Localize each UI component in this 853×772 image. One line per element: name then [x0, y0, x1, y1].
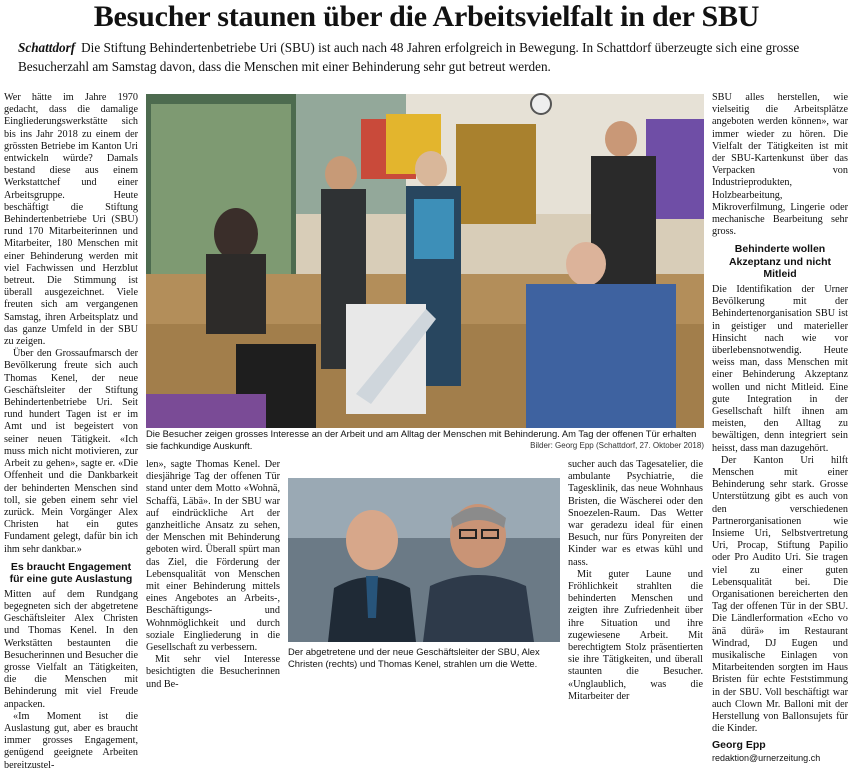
column-1 — [4, 92, 138, 771]
article-lead — [18, 38, 838, 76]
lead-text: Die Stiftung Behindertenbetriebe Uri (SBU) ist auch nach 48 Jahren erfolgreich in Bewegung. In Schattdorf überzeugte sich eine grosse Besucherzahl am Samstag davon, dass die Menschen mit einer Behinderung sehr gut betreut werden. — [18, 40, 800, 74]
author-name: Georg Epp — [712, 739, 766, 752]
col1-paragraph-4: «Im Moment ist die Auslastung gut, aber es braucht immer grosses Engagement, genügend geeignete Arbeiten bereitzustel- — [4, 710, 138, 771]
col4-subhead: Behinderte wollen Akzeptanz und nicht Mitleid — [728, 243, 832, 281]
lead-place: Schattdorf — [18, 40, 76, 55]
col1-subhead: Es braucht Engagement für eine gute Auslastung — [9, 560, 133, 586]
main-photo-caption-block — [146, 428, 704, 454]
col4-paragraph-1: SBU alles herstellen, wie vielseitig die Arbeitsplätze angeboten werden können», war immer wieder zu hören. Die Vielfalt der Tätigkeiten ist mit der SBU-Kartenkunst über das Verpacken von Industrieprodukten, Holzbearbeitung, Mikroverfilmung, Lingerie oder mechanische Bearbeitung sehr gross. — [712, 92, 848, 238]
col2-paragraph-2: Mit sehr viel Interesse besichtigten die Besucherinnen und Be- — [146, 654, 280, 690]
workshop-scene-image — [146, 94, 704, 428]
main-photo — [146, 94, 704, 428]
article-headline: Besucher staunen über die Arbeitsvielfalt in der SBU — [93, 0, 760, 33]
col1-paragraph-2: Über den Grossaufmarsch der Bevölkerung freute sich auch Thomas Kenel, der neue Geschäftsleiter der Stiftung Behindertenbetriebe Uri. Seit rund hundert Tagen ist er im Amt und ist begeistert von seiner neuen Tätigkeit. «Ich muss mich nicht motivieren, zur Arbeit zu gehen», sagte er. «Die Offenheit und die Dankbarkeit der behinderten Menschen sind toll, sie geben einem sehr viel zurück. Mein Vorgänger Alex Christen hat ein gutes Fundament gelegt, dafür bin ich ihm sehr dankbar.» — [4, 348, 138, 555]
col1-paragraph-1: Wer hätte im Jahre 1970 gedacht, dass die damalige Eingliederungswerkstätte sich bis ins Jahr 2018 zu einem der grössten Betriebe im Kanton Uri entwickeln würde? Damals bestand diese aus einem Werkstattchef und einer Arbeitsgruppe. Heute beschäftigt die Stiftung Behindertenbetriebe Uri (SBU) rund 170 Mitarbeiterinnen und Mitarbeiter, 180 Menschen mit einer Behinderung werden mit viel Fachwissen und Herzblut betreut. Die Stimmung ist überall ausgezeichnet. Viele freuten sich am vergangenen Samstag, ihren Arbeitsplatz und das ganze Umfeld in der SBU zu zeigen. — [4, 92, 138, 348]
col4-paragraph-2: Die Identifikation der Urner Bevölkerung mit der Behindertenorganisation SBU ist in geistiger und materieller Hinsicht nach wie vor überlebensnotwendig. Heute weiss man, dass Menschen mit einer Behinderung Akzeptanz wollen und nicht Mitleid. Eine gute Integration in der Gesellschaft hilft ihnen am meisten, den Alltag zu bewältigen, denn integriert sein heisst, dass man dazugehört. — [712, 283, 848, 454]
col2-paragraph-1: len», sagte Thomas Kenel. Der diesjährige Tag der offenen Tür stand unter dem Motto «Wohnä, Schaffä, Läbä». In der SBU war auf eindrückliche Art der ganzheitliche Ansatz zu sehen, der Menschen mit Behinderung geboten wird. Überall spürt man das Ziel, die Förderung der Lebensqualität von Menschen mit einer Behinderung mittels eines Angebotes an Arbeits-, Beschäftigungs- und Wohnmöglichkeit und durch soziale Eingliederung in die Gesellschaft zu verbessern. — [146, 459, 280, 654]
col3-paragraph-1: sucher auch das Tagesatelier, die ambulante Psychiatrie, die Tagesklinik, das neue Wohnhaus Bristen, die Wäscherei oder den Snoezelen-Raum. Das Wetter war geradezu ideal für einen Besuch, nur fürs Ponyreiten der Kinder war es etwas kühl und nass. — [568, 459, 703, 568]
col3-paragraph-2: Mit guter Laune und Fröhlichkeit strahlten die behinderten Menschen und zeigten ihre Zufriedenheit über ihre Situation und ihre zugewiesene Arbeit. Mit berechtigtem Stolz präsentierten sie ihre Tätigkeiten, und überall staunten die Besucher. «Unglaublich, was die Mitarbeiter der — [568, 568, 703, 702]
second-photo — [288, 478, 560, 642]
portrait-image — [288, 478, 560, 642]
main-photo-caption: Die Besucher zeigen grosses Interesse an der Arbeit und am Alltag der Menschen mit Behinderung. Am Tag der offenen Tür erhalten sie fachkundige Auskunft. — [146, 428, 697, 451]
second-photo-caption: Der abgetretene und der neue Geschäftsleiter der SBU, Alex Christen (rechts) und Thomas Kenel, strahlen um die Wette. — [288, 646, 540, 669]
column-4 — [712, 92, 848, 763]
photo-credit: Bilder: Georg Epp (Schattdorf, 27. Oktober 2018) — [530, 441, 704, 450]
author-email[interactable]: redaktion@urnerzeitung.ch — [712, 752, 821, 763]
col4-paragraph-3: Der Kanton Uri hilft Menschen mit einer Behinderung sehr stark. Grosse Unterstützung gibt es auch von den verschiedenen Partnerorganisationen wie Insieme Uri, Selbstvertretung Uri, Procap, Stiftung Papilio oder Pro Audito Uri. Sie tragen viel zu einer guten Lebensqualität bei. Die Organisationen bereicherten den Tag der offenen Tür in der SBU. Die Ländlerformation «Echo vo änä dürä» im Restaurant Windrad, DJ Eugen und musikalische Einlagen von Mitarbeitenden sorgten im Haus Bristen für echte Feststimmung in der SBU. Voll beschäftigt war auch Clown Mr. Balloni mit der Herstellung von Ballonsujets für die Kinder. — [712, 454, 848, 735]
col1-paragraph-3: Mitten auf dem Rundgang begegneten sich der abgetretene Geschäftsleiter Alex Christen und Thomas Kenel. In den Werkstätten bestaunten die Besucherinnen und Besucher die grosse Vielfalt an Tätigkeiten, die die Menschen mit Behinderung mit viel Freude anpacken. — [4, 588, 138, 710]
column-3 — [568, 459, 703, 702]
column-2 — [146, 459, 280, 697]
